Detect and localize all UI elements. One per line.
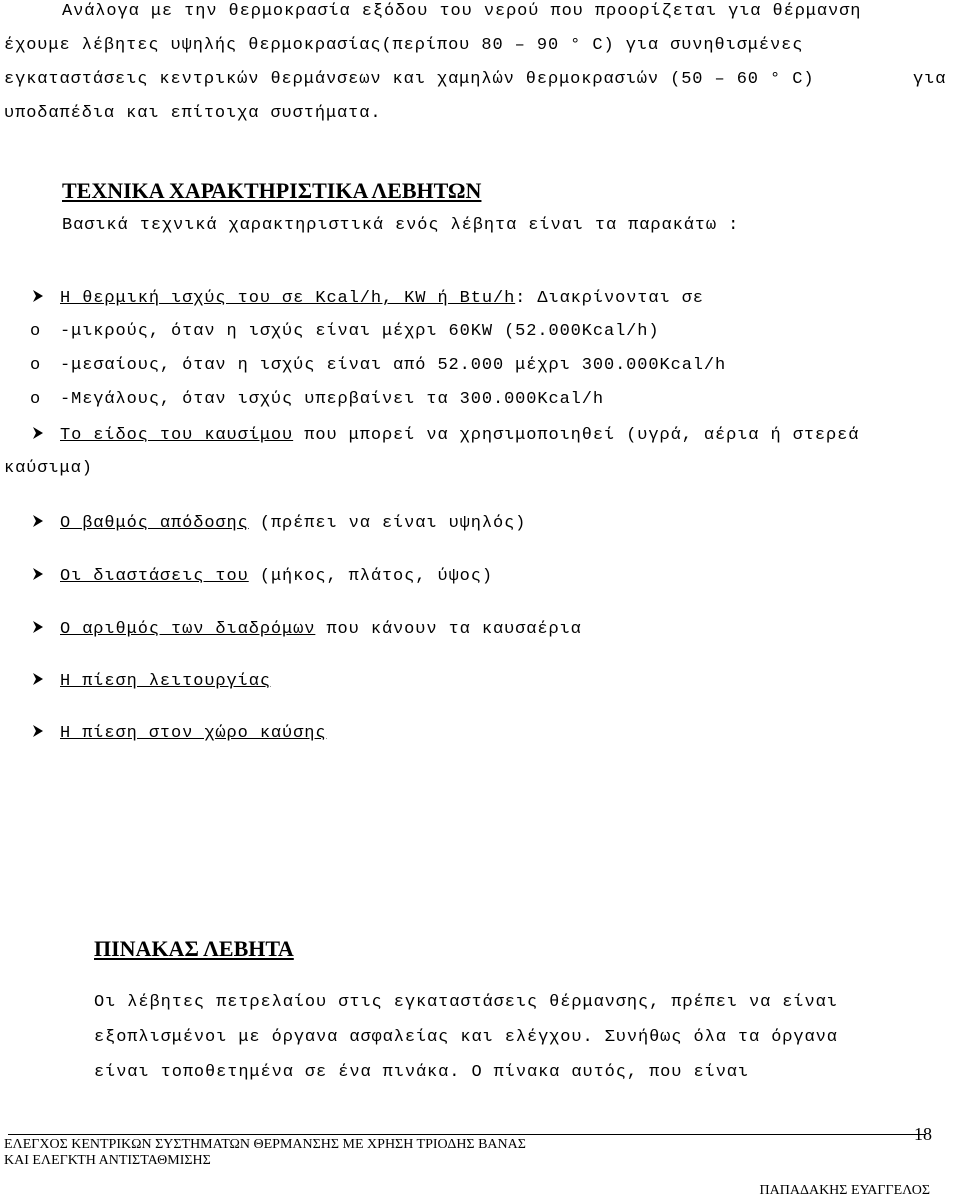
- list-item-efficiency: Ο βαθμός απόδοσης (πρέπει να είναι υψηλός): [30, 513, 526, 533]
- list-item-combustion-pressure: Η πίεση στον χώρο καύσης: [30, 723, 326, 743]
- intro-line-4: υποδαπέδια και επίτοιχα συστήματα.: [4, 104, 382, 123]
- arrow-bullet-icon: [30, 288, 60, 308]
- footer-title-line-1: ΕΛΕΓΧΟΣ ΚΕΝΤΡΙΚΩΝ ΣΥΣΤΗΜΑΤΩΝ ΘΕΡΜΑΝΣΗΣ ΜΕ ΧΡΗΣΗ ΤΡΙΟΔΗΣ ΒΑΝΑΣ: [4, 1137, 526, 1152]
- list-item-thermal-power: Η θερμική ισχύς του σε Kcal/h, KW ή Btu/h: Διακρίνονται σε: [30, 288, 704, 308]
- intro-line-2: έχουμε λέβητες υψηλής θερμοκρασίας(περίπου 80 – 90 ° C) για συνηθισμένες: [4, 36, 804, 55]
- list-item-operating-pressure: Η πίεση λειτουργίας: [30, 671, 271, 691]
- sub-item-large: o -Μεγάλους, όταν ισχύς υπερβαίνει τα 300.000Kcal/h: [30, 390, 604, 409]
- list-item-dimensions: Οι διαστάσεις του (μήκος, πλάτος, ύψος): [30, 566, 493, 586]
- panel-text-line-3: είναι τοποθετημένα σε ένα πινάκα. Ο πίνακα αυτός, που είναι: [94, 1063, 749, 1082]
- arrow-bullet-icon: [30, 723, 60, 743]
- panel-text-line-2: εξοπλισμένοι με όργανα ασφαλείας και ελέγχου. Συνήθως όλα τα όργανα: [94, 1028, 838, 1047]
- footer-author: ΠΑΠΑΔΑΚΗΣ ΕΥΑΓΓΕΛΟΣ: [759, 1183, 930, 1198]
- arrow-bullet-icon: [30, 425, 60, 445]
- list-item-fuel-type: Το είδος του καυσίμου που μπορεί να χρησιμοποιηθεί (υγρά, αέρια ή στερεά: [30, 425, 859, 445]
- section-lead: Βασικά τεχνικά χαρακτηριστικά ενός λέβητα είναι τα παρακάτω :: [62, 216, 740, 235]
- arrow-bullet-icon: [30, 671, 60, 691]
- intro-line-3-end: για: [913, 70, 947, 89]
- arrow-bullet-icon: [30, 513, 60, 533]
- intro-line-3: εγκαταστάσεις κεντρικών θερμάνσεων και χαμηλών θερμοκρασιών (50 – 60 ° C): [4, 70, 815, 89]
- arrow-bullet-icon: [30, 619, 60, 639]
- footer-rule: [8, 1134, 926, 1135]
- list-item-flue-passes: Ο αριθμός των διαδρόμων που κάνουν τα καυσαέρια: [30, 619, 582, 639]
- list-item-fuel-type-cont: καύσιμα): [4, 459, 93, 478]
- arrow-bullet-icon: [30, 566, 60, 586]
- page-number: 18: [914, 1124, 932, 1144]
- sub-item-small: o -μικρούς, όταν η ισχύς είναι μέχρι 60KW (52.000Kcal/h): [30, 322, 660, 341]
- footer-title-line-2: ΚΑΙ ΕΛΕΓΚΤΗ ΑΝΤΙΣΤΑΘΜΙΣΗΣ: [4, 1153, 211, 1168]
- intro-line-1: Ανάλογα με την θερμοκρασία εξόδου του νερού που προορίζεται για θέρμανση: [62, 2, 862, 21]
- section-heading-boiler-panel: ΠΙΝΑΚΑΣ ΛΕΒΗΤΑ: [94, 936, 294, 961]
- panel-text-line-1: Οι λέβητες πετρελαίου στις εγκαταστάσεις θέρμανσης, πρέπει να είναι: [94, 993, 838, 1012]
- section-heading-technical: ΤΕΧΝΙΚΑ ΧΑΡΑΚΤΗΡΙΣΤΙΚΑ ΛΕΒΗΤΩΝ: [62, 178, 482, 203]
- sub-item-medium: o -μεσαίους, όταν η ισχύς είναι από 52.000 μέχρι 300.000Kcal/h: [30, 356, 727, 375]
